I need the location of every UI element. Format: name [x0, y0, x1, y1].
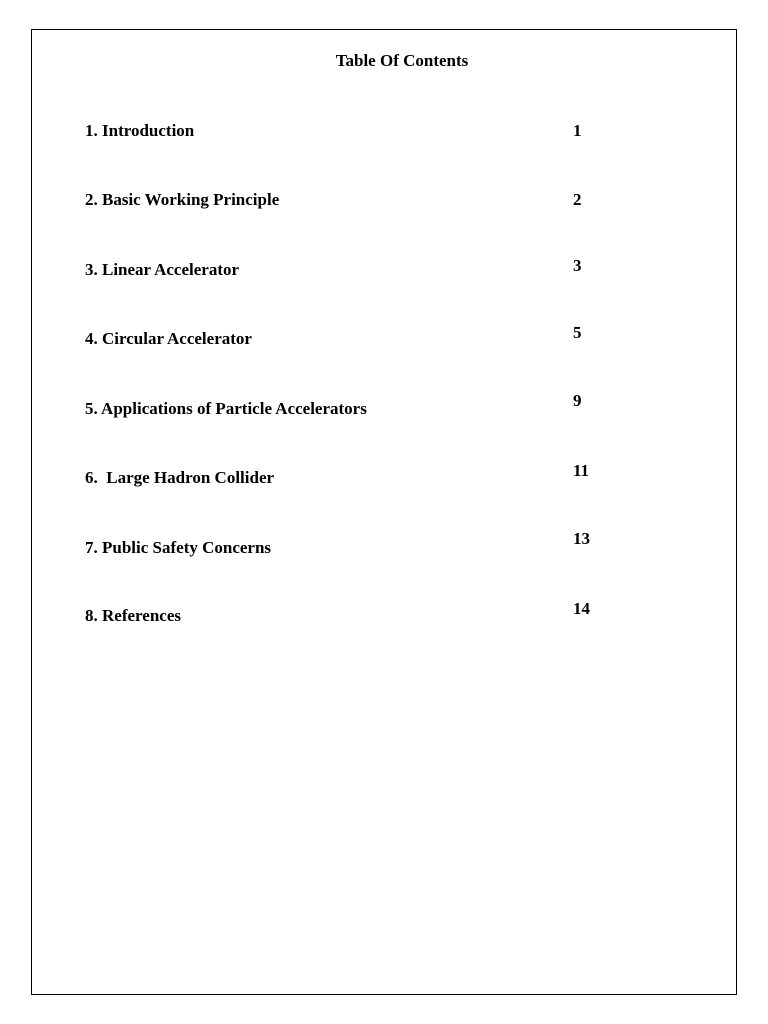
toc-entry-label: 1. Introduction [85, 121, 195, 140]
toc-entry-page-number: 3 [573, 256, 582, 275]
toc-entry-page-number: 1 [573, 121, 582, 140]
toc-entry-label: 6. Large Hadron Collider [85, 468, 275, 487]
toc-entry-page-number: 5 [573, 323, 582, 342]
toc-entry-label: 3. Linear Accelerator [85, 260, 240, 279]
toc-entry-label: 5. Applications of Particle Accelerators [85, 399, 367, 418]
toc-entry-page-number: 13 [573, 529, 590, 548]
page-frame [31, 29, 737, 995]
toc-entry-page-number: 9 [573, 391, 582, 410]
toc-entry-label: 2. Basic Working Principle [85, 190, 280, 209]
toc-entry-page-number: 11 [573, 461, 590, 480]
toc-entry-page-number: 2 [573, 190, 582, 209]
toc-entry-page-number: 14 [573, 599, 590, 618]
toc-entry-label: 4. Circular Accelerator [85, 329, 252, 348]
toc-entry-label: 8. References [85, 606, 181, 625]
toc-entry-label: 7. Public Safety Concerns [85, 538, 272, 557]
page-title: Table Of Contents [335, 51, 469, 70]
